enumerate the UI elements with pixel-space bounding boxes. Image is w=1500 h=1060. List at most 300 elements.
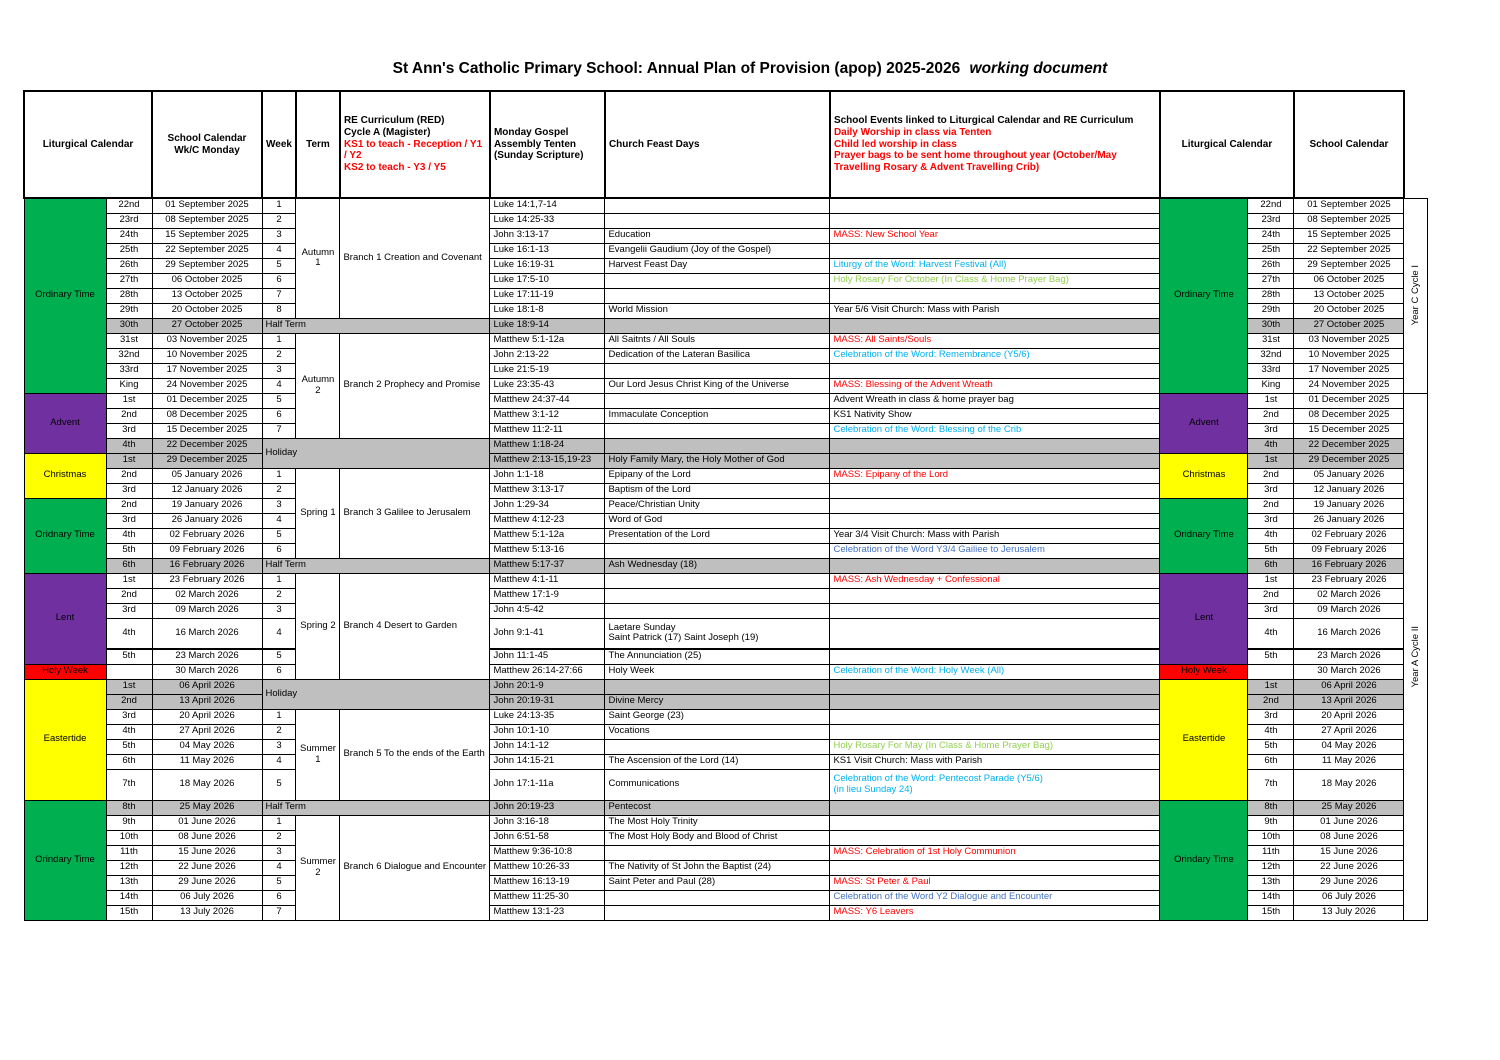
events-cell bbox=[830, 453, 1160, 468]
feast-cell bbox=[605, 618, 830, 649]
page-title bbox=[0, 60, 1500, 78]
week-cell: 6 bbox=[262, 664, 296, 679]
events-cell bbox=[830, 815, 1160, 830]
cell-line: Cycle A (Magister) bbox=[343, 126, 431, 138]
events-cell bbox=[830, 875, 1160, 890]
date-cell-right: 27 October 2025 bbox=[1294, 318, 1404, 333]
week-cell: 1 bbox=[262, 333, 296, 348]
cell-line: Monday Gospel bbox=[493, 126, 569, 138]
date-cell-left: 13 April 2026 bbox=[152, 694, 262, 709]
gospel-cell: Matthew 2:13-15,19-23 bbox=[490, 453, 605, 468]
gospel-cell: Luke 21:5-19 bbox=[490, 363, 605, 378]
cell-line: Holy Family Mary, the Holy Mother of God bbox=[608, 454, 785, 466]
feast-cell bbox=[605, 845, 830, 860]
ordinal-cell-right: 3rd bbox=[1248, 709, 1294, 724]
cycle-label: Year C Cycle I bbox=[1409, 265, 1421, 326]
date-cell-right: 04 May 2026 bbox=[1294, 739, 1404, 754]
date-cell-left: 29 June 2026 bbox=[152, 875, 262, 890]
gospel-cell: Matthew 11:25-30 bbox=[490, 890, 605, 905]
date-cell-left: 13 October 2025 bbox=[152, 288, 262, 303]
header-re-curriculum bbox=[340, 91, 490, 198]
ordinal-cell-left: 9th bbox=[106, 815, 152, 830]
gospel-cell: Matthew 5:1-12a bbox=[490, 528, 605, 543]
ordinal-cell-left: 2nd bbox=[106, 408, 152, 423]
ordinal-cell-right: 1st bbox=[1248, 393, 1294, 408]
ordinal-cell-right: 11th bbox=[1248, 845, 1294, 860]
feast-cell bbox=[605, 754, 830, 769]
date-cell-right: 29 June 2026 bbox=[1294, 875, 1404, 890]
cell-line: Presentation of the Lord bbox=[608, 529, 710, 541]
feast-cell bbox=[605, 890, 830, 905]
cell-line: Dedication of the Lateran Basilica bbox=[608, 349, 750, 361]
gospel-cell: John 17:1-11a bbox=[490, 769, 605, 800]
feast-cell bbox=[605, 739, 830, 754]
cell-line: World Mission bbox=[608, 304, 668, 316]
ordinal-cell-right: 1st bbox=[1248, 453, 1294, 468]
ordinal-cell-right: 6th bbox=[1248, 754, 1294, 769]
gospel-cell: Matthew 13:1-23 bbox=[490, 905, 605, 920]
cell-line: Baptism of the Lord bbox=[608, 484, 691, 496]
week-cell: 1 bbox=[262, 468, 296, 483]
cell-line: Vocations bbox=[608, 725, 650, 737]
ordinal-cell-right: 2nd bbox=[1248, 498, 1294, 513]
date-cell-left: 18 May 2026 bbox=[152, 769, 262, 800]
annual-plan-table bbox=[23, 90, 1428, 921]
ordinal-cell-left: 14th bbox=[106, 890, 152, 905]
date-cell-left: 06 April 2026 bbox=[152, 679, 262, 694]
ordinal-cell-left: 11th bbox=[106, 845, 152, 860]
events-cell bbox=[830, 679, 1160, 694]
week-cell: 4 bbox=[262, 378, 296, 393]
ordinal-cell-right: 2nd bbox=[1248, 408, 1294, 423]
week-cell: 2 bbox=[262, 830, 296, 845]
cell-line: MASS: All Saints/Souls bbox=[833, 334, 932, 346]
date-cell-right: 10 November 2025 bbox=[1294, 348, 1404, 363]
feast-cell bbox=[605, 588, 830, 603]
gospel-cell: John 11:1-45 bbox=[490, 649, 605, 664]
events-cell bbox=[830, 528, 1160, 543]
cell-line: MASS: St Peter & Paul bbox=[833, 876, 931, 888]
ordinal-cell-right: 6th bbox=[1248, 558, 1294, 573]
date-cell-right: 29 December 2025 bbox=[1294, 453, 1404, 468]
gospel-cell: Matthew 5:17-37 bbox=[490, 558, 605, 573]
ordinal-cell-left: 6th bbox=[106, 754, 152, 769]
season-cell-left: Oridnary Time bbox=[24, 498, 106, 573]
events-cell bbox=[830, 694, 1160, 709]
date-cell-right: 24 November 2025 bbox=[1294, 378, 1404, 393]
date-cell-right: 26 January 2026 bbox=[1294, 513, 1404, 528]
ordinal-cell-left: 10th bbox=[106, 830, 152, 845]
date-cell-right: 01 December 2025 bbox=[1294, 393, 1404, 408]
events-cell bbox=[830, 348, 1160, 363]
date-cell-right: 15 June 2026 bbox=[1294, 845, 1404, 860]
gospel-cell: Luke 14:25-33 bbox=[490, 213, 605, 228]
week-cell: 2 bbox=[262, 213, 296, 228]
week-cell: 3 bbox=[262, 603, 296, 618]
date-cell-right: 12 January 2026 bbox=[1294, 483, 1404, 498]
ordinal-cell-right: 4th bbox=[1248, 528, 1294, 543]
ordinal-cell-left: 4th bbox=[106, 528, 152, 543]
header-liturgical-left: Liturgical Calendar bbox=[24, 91, 152, 198]
date-cell-right: 16 March 2026 bbox=[1294, 618, 1404, 649]
events-cell bbox=[830, 258, 1160, 273]
cell-line: Immaculate Conception bbox=[608, 409, 709, 421]
week-cell: 5 bbox=[262, 393, 296, 408]
cell-line: Advent Wreath in class & home prayer bag bbox=[833, 394, 1014, 406]
date-cell-left: 06 October 2025 bbox=[152, 273, 262, 288]
date-cell-right: 27 April 2026 bbox=[1294, 724, 1404, 739]
date-cell-right: 09 March 2026 bbox=[1294, 603, 1404, 618]
cell-line: School Events linked to Liturgical Calendar and RE Curriculum bbox=[833, 115, 1134, 126]
ordinal-cell-left: 30th bbox=[106, 318, 152, 333]
feast-cell bbox=[605, 860, 830, 875]
ordinal-cell-right: 33rd bbox=[1248, 363, 1294, 378]
cell-line: Our Lord Jesus Christ King of the Universe bbox=[608, 379, 790, 391]
cell-line: Celebration of the Word: Holy Week (All) bbox=[833, 665, 1005, 677]
feast-cell bbox=[605, 769, 830, 800]
ordinal-cell-right: King bbox=[1248, 378, 1294, 393]
table-row bbox=[24, 198, 1428, 213]
season-cell-left: Orindary Time bbox=[24, 800, 106, 920]
re-branch-cell: Branch 5 To the ends of the Earth bbox=[340, 709, 490, 800]
events-cell bbox=[830, 228, 1160, 243]
gospel-cell: John 14:1-12 bbox=[490, 739, 605, 754]
events-cell bbox=[830, 649, 1160, 664]
ordinal-cell-right: 2nd bbox=[1248, 694, 1294, 709]
cell-line: Celebration of the Word Y3/4 Gailiee to Jerusalem bbox=[833, 544, 1045, 556]
date-cell-right: 23 March 2026 bbox=[1294, 649, 1404, 664]
events-cell bbox=[830, 558, 1160, 573]
date-cell-right: 20 April 2026 bbox=[1294, 709, 1404, 724]
re-branch-cell: Branch 3 Galilee to Jerusalem bbox=[340, 468, 490, 558]
feast-cell bbox=[605, 694, 830, 709]
cell-line: Evangelii Gaudium (Joy of the Gospel) bbox=[608, 244, 772, 256]
events-cell bbox=[830, 198, 1160, 213]
date-cell-left: 16 March 2026 bbox=[152, 618, 262, 649]
week-cell: 3 bbox=[262, 498, 296, 513]
feast-cell bbox=[605, 438, 830, 453]
header-week: Week bbox=[262, 91, 296, 198]
feast-cell bbox=[605, 243, 830, 258]
ordinal-cell-right: 32nd bbox=[1248, 348, 1294, 363]
gospel-cell: Luke 23:35-43 bbox=[490, 378, 605, 393]
date-cell-left: 16 February 2026 bbox=[152, 558, 262, 573]
cell-line: MASS: Celebration of 1st Holy Communion bbox=[833, 846, 1016, 858]
cell-line: RE Curriculum (RED) bbox=[343, 115, 445, 126]
date-cell-right: 05 January 2026 bbox=[1294, 468, 1404, 483]
feast-cell bbox=[605, 573, 830, 588]
cell-line: All Saitnts / All Souls bbox=[608, 334, 696, 346]
title-main: St Ann's Catholic Primary School: Annual Plan of Provision (apop) 2025-2026 bbox=[392, 60, 961, 77]
week-cell: 1 bbox=[262, 709, 296, 724]
feast-cell bbox=[605, 543, 830, 558]
cell-line: Holy Week bbox=[608, 665, 655, 677]
date-cell-left: 19 January 2026 bbox=[152, 498, 262, 513]
ordinal-cell-right: 30th bbox=[1248, 318, 1294, 333]
ordinal-cell-right: 8th bbox=[1248, 800, 1294, 815]
week-cell: 5 bbox=[262, 258, 296, 273]
gospel-cell: John 14:15-21 bbox=[490, 754, 605, 769]
week-cell: 7 bbox=[262, 288, 296, 303]
week-cell: 6 bbox=[262, 890, 296, 905]
date-cell-left: 22 September 2025 bbox=[152, 243, 262, 258]
date-cell-left: 27 October 2025 bbox=[152, 318, 262, 333]
gospel-cell: John 4:5-42 bbox=[490, 603, 605, 618]
ordinal-cell-right: 4th bbox=[1248, 724, 1294, 739]
events-cell bbox=[830, 845, 1160, 860]
season-cell-left: Advent bbox=[24, 393, 106, 453]
events-cell bbox=[830, 378, 1160, 393]
ordinal-cell-right: 3rd bbox=[1248, 603, 1294, 618]
cell-line: Education bbox=[608, 229, 651, 241]
season-cell-right: Lent bbox=[1160, 573, 1248, 664]
term-cell: Spring 1 bbox=[296, 468, 340, 558]
events-cell bbox=[830, 438, 1160, 453]
ordinal-cell-left: King bbox=[106, 378, 152, 393]
date-cell-left: 27 April 2026 bbox=[152, 724, 262, 739]
header-church-feast-days: Church Feast Days bbox=[605, 91, 830, 198]
cell-line: Liturgy of the Word: Harvest Festival (All) bbox=[833, 259, 1007, 271]
date-cell-left: 04 May 2026 bbox=[152, 739, 262, 754]
gospel-cell: John 20:19-23 bbox=[490, 800, 605, 815]
date-cell-right: 08 December 2025 bbox=[1294, 408, 1404, 423]
ordinal-cell-right: 29th bbox=[1248, 303, 1294, 318]
date-cell-right: 29 September 2025 bbox=[1294, 258, 1404, 273]
date-cell-right: 02 February 2026 bbox=[1294, 528, 1404, 543]
ordinal-cell-right: 5th bbox=[1248, 649, 1294, 664]
date-cell-right: 01 September 2025 bbox=[1294, 198, 1404, 213]
cell-line: KS2 to teach - Y3 / Y5 bbox=[343, 162, 446, 174]
ordinal-cell-left: 2nd bbox=[106, 498, 152, 513]
cell-line: The Nativity of St John the Baptist (24) bbox=[608, 861, 772, 873]
cell-line: Wk/C Monday bbox=[174, 144, 240, 156]
cell-line: Harvest Feast Day bbox=[608, 259, 688, 271]
cycle-cell bbox=[1404, 198, 1428, 393]
feast-cell bbox=[605, 213, 830, 228]
gospel-cell: Matthew 4:1-11 bbox=[490, 573, 605, 588]
date-cell-left: 13 July 2026 bbox=[152, 905, 262, 920]
gospel-cell: Matthew 9:36-10:8 bbox=[490, 845, 605, 860]
feast-cell bbox=[605, 528, 830, 543]
ordinal-cell-right: 9th bbox=[1248, 815, 1294, 830]
week-cell: 2 bbox=[262, 483, 296, 498]
gospel-cell: Luke 17:5-10 bbox=[490, 273, 605, 288]
ordinal-cell-left: 8th bbox=[106, 800, 152, 815]
events-cell bbox=[830, 588, 1160, 603]
date-cell-right: 16 February 2026 bbox=[1294, 558, 1404, 573]
events-cell bbox=[830, 243, 1160, 258]
table-row bbox=[24, 664, 1428, 679]
ordinal-cell-left: 1st bbox=[106, 453, 152, 468]
ordinal-cell-left: 23rd bbox=[106, 213, 152, 228]
date-cell-left: 15 September 2025 bbox=[152, 228, 262, 243]
week-cell: 4 bbox=[262, 243, 296, 258]
ordinal-cell-left: 3rd bbox=[106, 423, 152, 438]
events-cell bbox=[830, 905, 1160, 920]
ordinal-cell-left: 3rd bbox=[106, 709, 152, 724]
feast-cell bbox=[605, 318, 830, 333]
term-cell: Summer 1 bbox=[296, 709, 340, 800]
date-cell-left: 30 March 2026 bbox=[152, 664, 262, 679]
cell-line: Assembly Tenten (Sunday Scripture) bbox=[493, 138, 584, 162]
ordinal-cell-left: 3rd bbox=[106, 483, 152, 498]
ordinal-cell-right: 2nd bbox=[1248, 588, 1294, 603]
date-cell-left: 02 March 2026 bbox=[152, 588, 262, 603]
cell-line: KS1 Visit Church: Mass with Parish bbox=[833, 755, 983, 767]
ordinal-cell-right: 27th bbox=[1248, 273, 1294, 288]
season-cell-right: Oridnary Time bbox=[1160, 498, 1248, 573]
week-cell: 4 bbox=[262, 618, 296, 649]
date-cell-left: 10 November 2025 bbox=[152, 348, 262, 363]
week-cell: 1 bbox=[262, 573, 296, 588]
ordinal-cell-right: 26th bbox=[1248, 258, 1294, 273]
date-cell-left: 26 January 2026 bbox=[152, 513, 262, 528]
events-cell bbox=[830, 318, 1160, 333]
date-cell-right: 25 May 2026 bbox=[1294, 800, 1404, 815]
feast-cell bbox=[605, 800, 830, 815]
ordinal-cell-left: 5th bbox=[106, 543, 152, 558]
events-cell bbox=[830, 213, 1160, 228]
gospel-cell: Matthew 24:37-44 bbox=[490, 393, 605, 408]
feast-cell bbox=[605, 498, 830, 513]
cell-line: Celebration of the Word: Blessing of the Crib bbox=[833, 424, 1022, 436]
date-cell-right: 17 November 2025 bbox=[1294, 363, 1404, 378]
season-cell-left: Holy Week bbox=[24, 664, 106, 679]
feast-cell bbox=[605, 483, 830, 498]
date-cell-left: 20 October 2025 bbox=[152, 303, 262, 318]
cell-line: MASS: Ash Wednesday + Confessional bbox=[833, 574, 1000, 586]
gospel-cell: Matthew 5:13-16 bbox=[490, 543, 605, 558]
cell-line: The Most Holy Trinity bbox=[608, 816, 698, 828]
cell-line: Epipany of the Lord bbox=[608, 469, 691, 481]
week-cell: 2 bbox=[262, 724, 296, 739]
season-cell-right: Ordinary Time bbox=[1160, 198, 1248, 393]
season-cell-left: Ordinary Time bbox=[24, 198, 106, 393]
ordinal-cell-right: 4th bbox=[1248, 618, 1294, 649]
events-cell bbox=[830, 709, 1160, 724]
break-cell: Half Term bbox=[262, 800, 490, 815]
date-cell-left: 08 September 2025 bbox=[152, 213, 262, 228]
date-cell-right: 30 March 2026 bbox=[1294, 664, 1404, 679]
events-cell bbox=[830, 724, 1160, 739]
ordinal-cell-right: 4th bbox=[1248, 438, 1294, 453]
season-cell-left: Lent bbox=[24, 573, 106, 664]
ordinal-cell-left bbox=[106, 664, 152, 679]
ordinal-cell-right: 7th bbox=[1248, 769, 1294, 800]
term-cell: Autumn 1 bbox=[296, 198, 340, 318]
week-cell: 3 bbox=[262, 363, 296, 378]
feast-cell bbox=[605, 664, 830, 679]
date-cell-left: 11 May 2026 bbox=[152, 754, 262, 769]
date-cell-right: 15 September 2025 bbox=[1294, 228, 1404, 243]
week-cell: 1 bbox=[262, 815, 296, 830]
ordinal-cell-left: 33rd bbox=[106, 363, 152, 378]
ordinal-cell-right: 31st bbox=[1248, 333, 1294, 348]
date-cell-left: 17 November 2025 bbox=[152, 363, 262, 378]
re-branch-cell: Branch 1 Creation and Covenant bbox=[340, 198, 490, 318]
gospel-cell: John 3:16-18 bbox=[490, 815, 605, 830]
cell-line: Peace/Christian Unity bbox=[608, 499, 700, 511]
season-cell-right: Advent bbox=[1160, 393, 1248, 453]
ordinal-cell-left: 3rd bbox=[106, 513, 152, 528]
cell-line: KS1 Nativity Show bbox=[833, 409, 912, 421]
date-cell-left: 01 June 2026 bbox=[152, 815, 262, 830]
re-branch-cell: Branch 4 Desert to Garden bbox=[340, 573, 490, 679]
gospel-cell: Matthew 26:14-27:66 bbox=[490, 664, 605, 679]
week-cell: 4 bbox=[262, 513, 296, 528]
ordinal-cell-right: 3rd bbox=[1248, 513, 1294, 528]
season-cell-left: Christmas bbox=[24, 453, 106, 498]
date-cell-right: 11 May 2026 bbox=[1294, 754, 1404, 769]
gospel-cell: John 10:1-10 bbox=[490, 724, 605, 739]
ordinal-cell-left: 5th bbox=[106, 739, 152, 754]
events-cell bbox=[830, 408, 1160, 423]
date-cell-right: 01 June 2026 bbox=[1294, 815, 1404, 830]
ordinal-cell-right: 25th bbox=[1248, 243, 1294, 258]
date-cell-left: 25 May 2026 bbox=[152, 800, 262, 815]
feast-cell bbox=[605, 303, 830, 318]
week-cell: 4 bbox=[262, 860, 296, 875]
feast-cell bbox=[605, 423, 830, 438]
ordinal-cell-left: 1st bbox=[106, 679, 152, 694]
ordinal-cell-right: 28th bbox=[1248, 288, 1294, 303]
title-italic: working document bbox=[969, 60, 1108, 77]
events-cell bbox=[830, 830, 1160, 845]
season-cell-right: Christmas bbox=[1160, 453, 1248, 498]
ordinal-cell-right: 3rd bbox=[1248, 423, 1294, 438]
cell-line: The Annunciation (25) bbox=[608, 650, 702, 662]
gospel-cell: Luke 16:19-31 bbox=[490, 258, 605, 273]
cell-line: Saint Patrick (17) Saint Joseph (19) bbox=[608, 632, 759, 644]
date-cell-left: 12 January 2026 bbox=[152, 483, 262, 498]
week-cell: 5 bbox=[262, 528, 296, 543]
header-liturgical-right: Liturgical Calendar bbox=[1160, 91, 1294, 198]
table-row bbox=[24, 800, 1428, 815]
feast-cell bbox=[605, 679, 830, 694]
cell-line: (in lieu Sunday 24) bbox=[833, 783, 913, 795]
date-cell-right: 03 November 2025 bbox=[1294, 333, 1404, 348]
events-cell bbox=[830, 498, 1160, 513]
date-cell-right: 20 October 2025 bbox=[1294, 303, 1404, 318]
date-cell-left: 22 December 2025 bbox=[152, 438, 262, 453]
date-cell-left: 29 September 2025 bbox=[152, 258, 262, 273]
cell-line: School Calendar bbox=[167, 132, 247, 144]
feast-cell bbox=[605, 198, 830, 213]
ordinal-cell-right: 12th bbox=[1248, 860, 1294, 875]
gospel-cell: Matthew 16:13-19 bbox=[490, 875, 605, 890]
table-row bbox=[24, 679, 1428, 694]
events-cell bbox=[830, 483, 1160, 498]
ordinal-cell-right: 10th bbox=[1248, 830, 1294, 845]
cell-line: Saint Peter and Paul (28) bbox=[608, 876, 716, 888]
cell-line: Saint George (23) bbox=[608, 710, 684, 722]
date-cell-right: 19 January 2026 bbox=[1294, 498, 1404, 513]
week-cell: 2 bbox=[262, 348, 296, 363]
gospel-cell: Luke 24:13-35 bbox=[490, 709, 605, 724]
gospel-cell: John 6:51-58 bbox=[490, 830, 605, 845]
cycle-label: Year A Cycle II bbox=[1409, 625, 1421, 688]
gospel-cell: Luke 14:1,7-14 bbox=[490, 198, 605, 213]
ordinal-cell-left: 15th bbox=[106, 905, 152, 920]
feast-cell bbox=[605, 273, 830, 288]
ordinal-cell-left: 27th bbox=[106, 273, 152, 288]
date-cell-right: 22 December 2025 bbox=[1294, 438, 1404, 453]
cell-line: Child led worship in class bbox=[833, 138, 957, 150]
date-cell-left: 24 November 2025 bbox=[152, 378, 262, 393]
ordinal-cell-left: 32nd bbox=[106, 348, 152, 363]
ordinal-cell-left: 4th bbox=[106, 438, 152, 453]
cell-line: Celebration of the Word: Remembrance (Y5/6) bbox=[833, 349, 1030, 361]
